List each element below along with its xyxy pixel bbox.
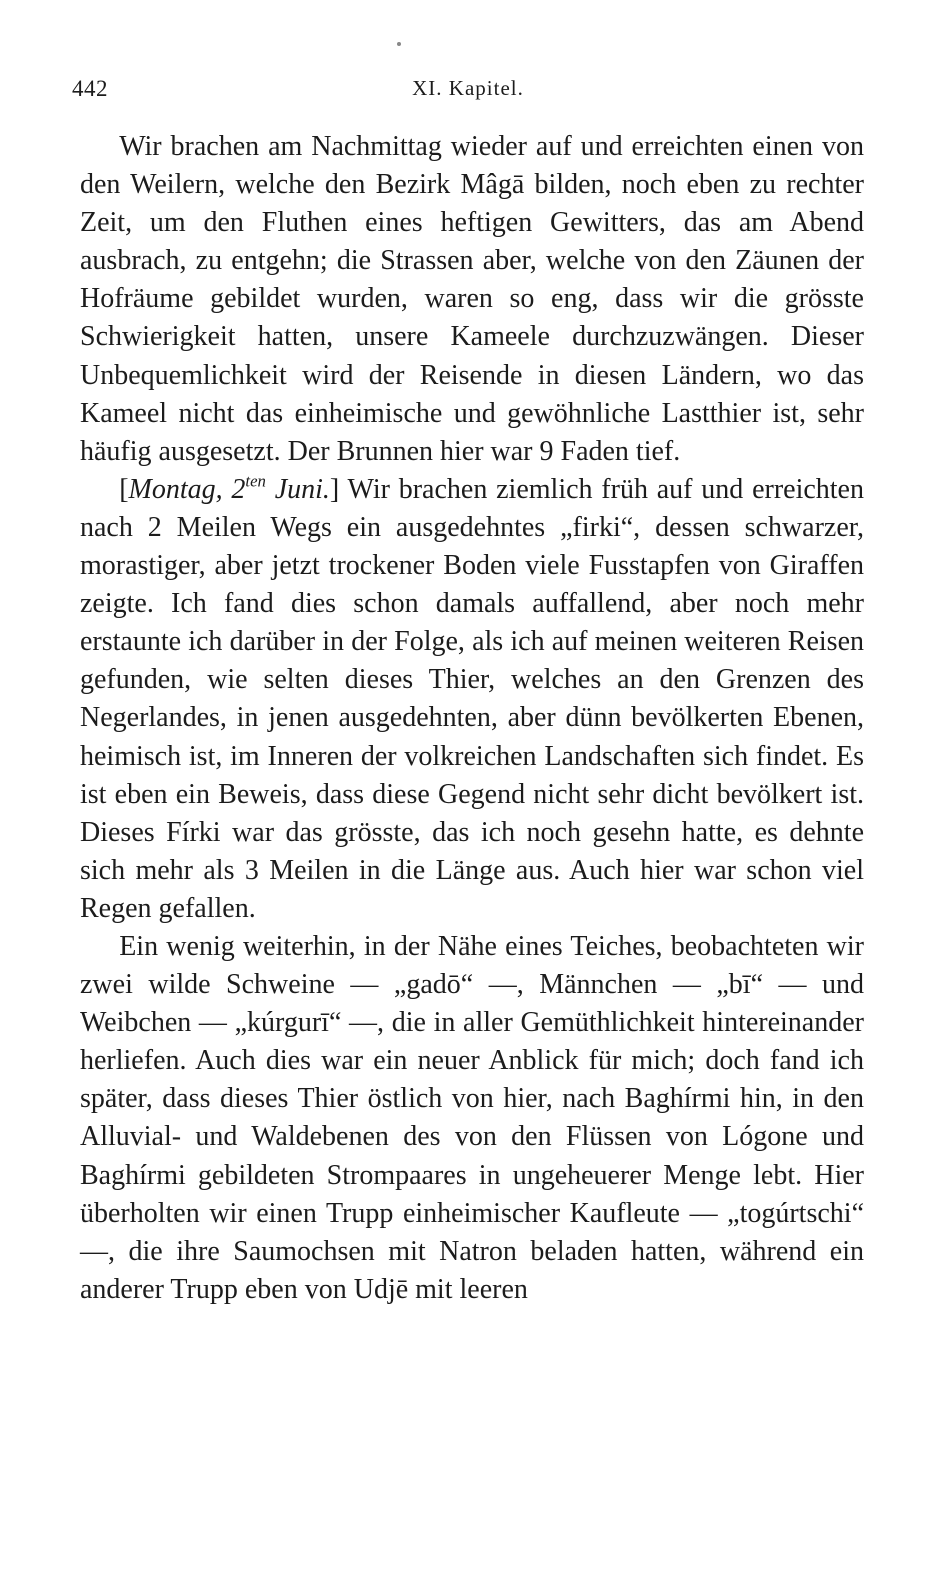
date-month: Juni. <box>265 473 330 505</box>
page-number: 442 <box>72 76 108 101</box>
paragraph-2-text: Wir brachen ziemlich früh auf und erreichten nach 2 Meilen Wegs ein ausgedehntes „firki“, dessen schwarzer, morastiger, aber jetzt trockener Boden viele Fusstapfen von Giraffen zeigte. Ich fand dies schon damals auffallend, aber noch mehr erstaunte ich darüber in der Folge, als ich auf meinen weiteren Reisen gefunden, wie selten dieses Thier, welches an den Grenzen des Negerlandes, in jenen ausgedehnten, aber dünn bevölkerten Ebenen, heimisch ist, im Inneren der volkreichen Landschaften sich findet. Es ist eben ein Beweis, dass diese Gegend nicht sehr dicht bevölkert ist. Dieses Fírki war das grösste, das ich noch gesehn hatte, es dehnte sich mehr als 3 Meilen in die Länge aus. Auch hier war schon viel Regen gefallen. <box>80 473 864 924</box>
running-head <box>72 76 864 106</box>
body-text <box>80 128 864 1309</box>
paragraph-2 <box>80 471 864 928</box>
date-superscript: ten <box>245 471 266 491</box>
chapter-title: XI. Kapitel. <box>412 76 524 100</box>
date-bracket-close: ] <box>329 473 340 505</box>
date-day: Montag, 2 <box>128 473 246 505</box>
print-speck <box>397 42 401 46</box>
date-bracket-open: [ <box>119 473 129 505</box>
paragraph-1: Wir brachen am Nachmittag wieder auf und erreichten einen von den Weilern, welche den Bezirk Mâgā bilden, noch eben zu rechter Zeit, um den Fluthen eines heftigen Gewitters, das am Abend ausbrach, zu entgehn; die Strassen aber, welche von den Zäunen der Hofräume gebildet wurden, waren so eng, dass wir die grösste Schwierigkeit hatten, unsere Kameele durchzuzwängen. Dieser Unbequemlichkeit wird der Reisende in diesen Ländern, wo das Kameel nicht das einheimische und gewöhnliche Lastthier ist, sehr häufig ausgesetzt. Der Brunnen hier war 9 Faden tief. <box>80 131 864 467</box>
paragraph-3: Ein wenig weiterhin, in der Nähe eines Teiches, beobachteten wir zwei wilde Schweine — „gadō“ —, Männchen — „bī“ — und Weibchen — „kúrgurī“ —, die in aller Gemüthlichkeit hintereinander herliefen. Auch dies war ein neuer Anblick für mich; doch fand ich später, dass dieses Thier östlich von hier, nach Baghírmi hin, in den Alluvial- und Waldebenen des von den Flüssen von Lógone und Baghírmi gebildeten Strompaares in ungeheuerer Menge lebt. Hier überholten wir einen Trupp einheimischer Kaufleute — „togúrtschi“ —, die ihre Saumochsen mit Natron beladen hatten, während ein anderer Trupp eben von Udjē mit leeren <box>80 930 864 1305</box>
